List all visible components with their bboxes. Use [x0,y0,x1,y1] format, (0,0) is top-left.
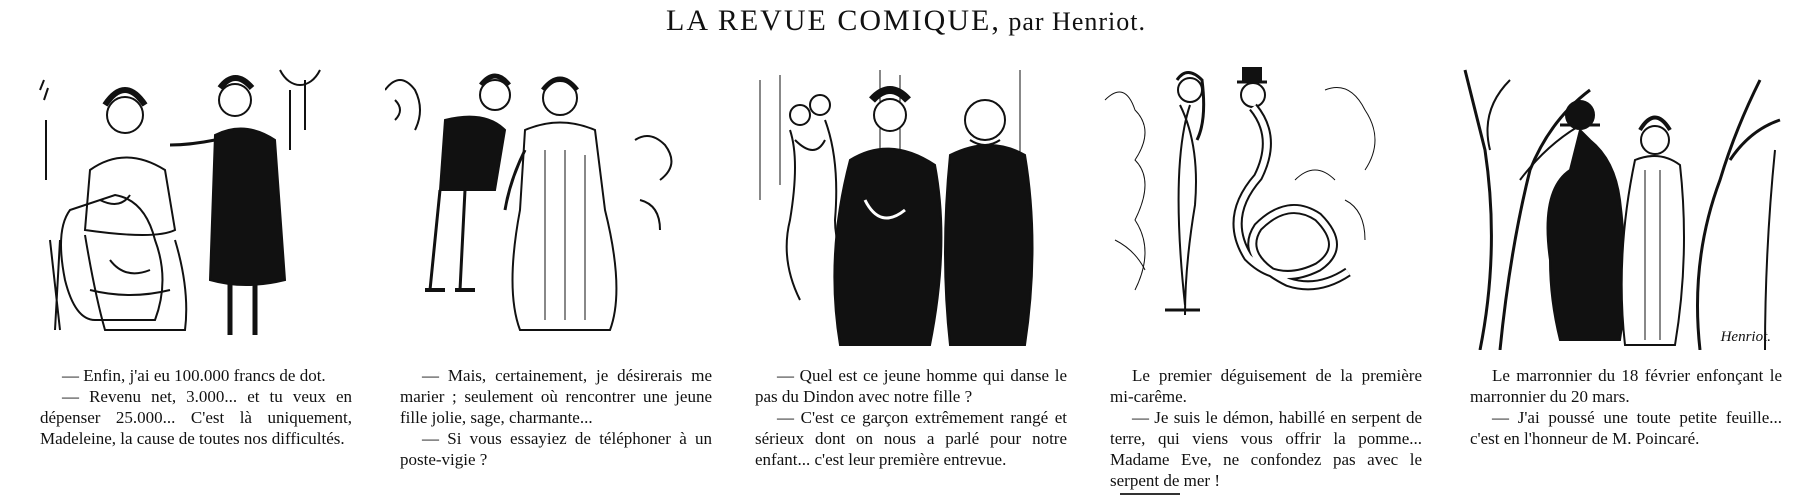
caption-4-line-1: Le premier déguisement de la première mi-carême. [1110,366,1422,406]
drawing-parents-and-dancers [740,60,1050,350]
drawing-chestnut-trees [1460,60,1785,350]
caption-5-line-2: — J'ai poussé une toute petite feuille... c'est en l'honneur de M. Poincaré. [1470,408,1782,448]
artist-signature: Henriot. [1720,329,1771,345]
page-title [0,4,1812,38]
divider-rule [1120,493,1180,495]
caption-panel-5 [1470,365,1782,449]
caption-2-line-2: — Si vous essayiez de téléphoner à un poste-vigie ? [400,429,712,469]
caption-panel-1 [40,365,352,449]
caption-3-line-2: — C'est ce garçon extrêmement rangé et sérieux dont on nous a parlé pour notre enfant... c'est leur première entrevue. [755,408,1067,469]
caption-5-line-1: Le marronnier du 18 février enfonçant le marronnier du 20 mars. [1470,366,1782,406]
drawing-eve-and-serpent [1095,60,1405,350]
caption-panel-3 [755,365,1067,470]
title-main: LA REVUE COMIQUE, [666,4,1001,37]
caption-panel-2 [400,365,712,470]
illustration-panel-2 [385,60,695,350]
illustration-panel-3 [740,60,1050,350]
caption-1-line-1: — Enfin, j'ai eu 100.000 francs de dot. [62,366,326,385]
illustration-panel-1 [30,60,340,350]
caption-2-line-1: — Mais, certainement, je désirerais me marier ; seulement où rencontrer une jeune fille jolie, sage, charmante... [400,366,712,427]
caption-4-line-2: — Je suis le démon, habillé en serpent de terre, qui viens vous offrir la pomme... Madame Eve, ne confondez pas avec le serpent de mer ! [1110,408,1422,490]
title-byline: par Henriot. [1000,7,1146,36]
drawing-couple-living-room [30,60,340,350]
caption-3-line-1: — Quel est ce jeune homme qui danse le pas du Dindon avec notre fille ? [755,366,1067,406]
drawing-man-and-matron [385,60,695,350]
caption-panel-4 [1110,365,1422,491]
illustration-panel-5 [1460,60,1785,350]
caption-1-line-2: — Revenu net, 3.000... et tu veux en dépenser 25.000... C'est là uniquement, Madeleine, la cause de toutes nos difficultés. [40,387,352,448]
illustration-panel-4 [1095,60,1405,350]
